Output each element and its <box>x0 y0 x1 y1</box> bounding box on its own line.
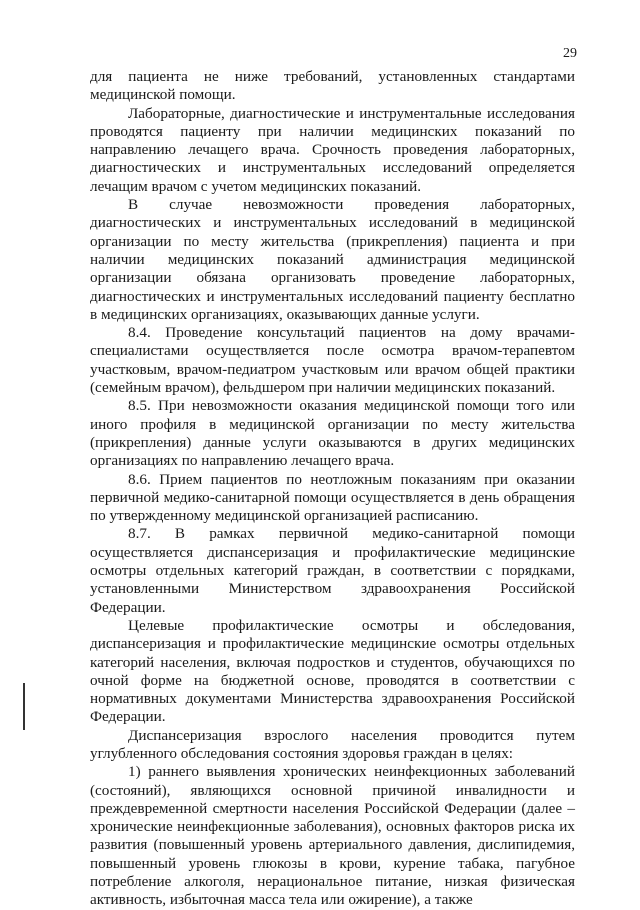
margin-mark <box>23 683 25 730</box>
paragraph-list-item-1: 1) раннего выявления хронических неинфекционных заболеваний (состояний), являющихся основной причиной инвалидности и преждевременной смертности населения Российской Федерации (далее – хронические неинфекционные заболевания), основных факторов риска их развития (повышенный уровень артериального давления, дислипидемия, повышенный уровень глюкозы в крови, курение табака, пагубное потребление алкоголя, нерациональное питание, низкая физическая активность, избыточная масса тела или ожирение), а также <box>90 763 575 909</box>
paragraph-lab-tests-unavailable: В случае невозможности проведения лабораторных, диагностических и инструментальных исследований в медицинской организации по месту жительства (прикрепления) пациента и при наличии медицинских показаний администрация медицинской организации обязана организовать проведение лабораторных, диагностических и инструментальных исследований пациенту бесплатно в медицинских организациях, оказывающих данные услуги. <box>90 196 575 323</box>
paragraph-8-4: 8.4. Проведение консультаций пациентов на дому врачами-специалистами осуществляется после осмотра врачом-терапевтом участковым, врачом-педиатром участковым или врачом общей практики (семейным врачом), фельдшером при наличии медицинских показаний. <box>90 324 575 397</box>
paragraph-targeted-exams: Целевые профилактические осмотры и обследования, диспансеризация и профилактические медицинские осмотры отдельных категорий населения, включая подростков и студентов, обучающихся по очной форме на бюджетной основе, проводятся в соответствии с нормативных документами Министерства здравоохранения Российской Федерации. <box>90 616 575 726</box>
paragraph-8-7: 8.7. В рамках первичной медико-санитарной помощи осуществляется диспансеризация и профилактические медицинские осмотры отдельных категорий граждан, в соответствии с порядками, установленными Министерством здравоохранения Российской Федерации. <box>90 525 575 616</box>
paragraph-continuation: для пациента не ниже требований, установленных стандартами медицинской помощи. <box>90 68 575 104</box>
paragraph-lab-tests: Лабораторные, диагностические и инструментальные исследования проводятся пациенту при наличии медицинских показаний по направлению лечащего врача. Срочность проведения лабораторных, диагностических и инструментальных исследований определяется лечащим врачом с учетом медицинских показаний. <box>90 104 575 195</box>
paragraph-8-6: 8.6. Прием пациентов по неотложным показаниям при оказании первичной медико-санитарной помощи осуществляется в день обращения по утвержденному медицинской организацией расписанию. <box>90 470 575 525</box>
paragraph-adult-dispensary: Диспансеризация взрослого населения проводится путем углубленного обследования состояния здоровья граждан в целях: <box>90 726 575 762</box>
paragraph-8-5: 8.5. При невозможности оказания медицинской помощи того или иного профиля в медицинской организации по месту жительства (прикрепления) данные услуги оказываются в других медицинских организациях по направлению лечащего врача. <box>90 397 575 470</box>
page-number: 29 <box>563 46 577 61</box>
document-body <box>90 68 575 910</box>
